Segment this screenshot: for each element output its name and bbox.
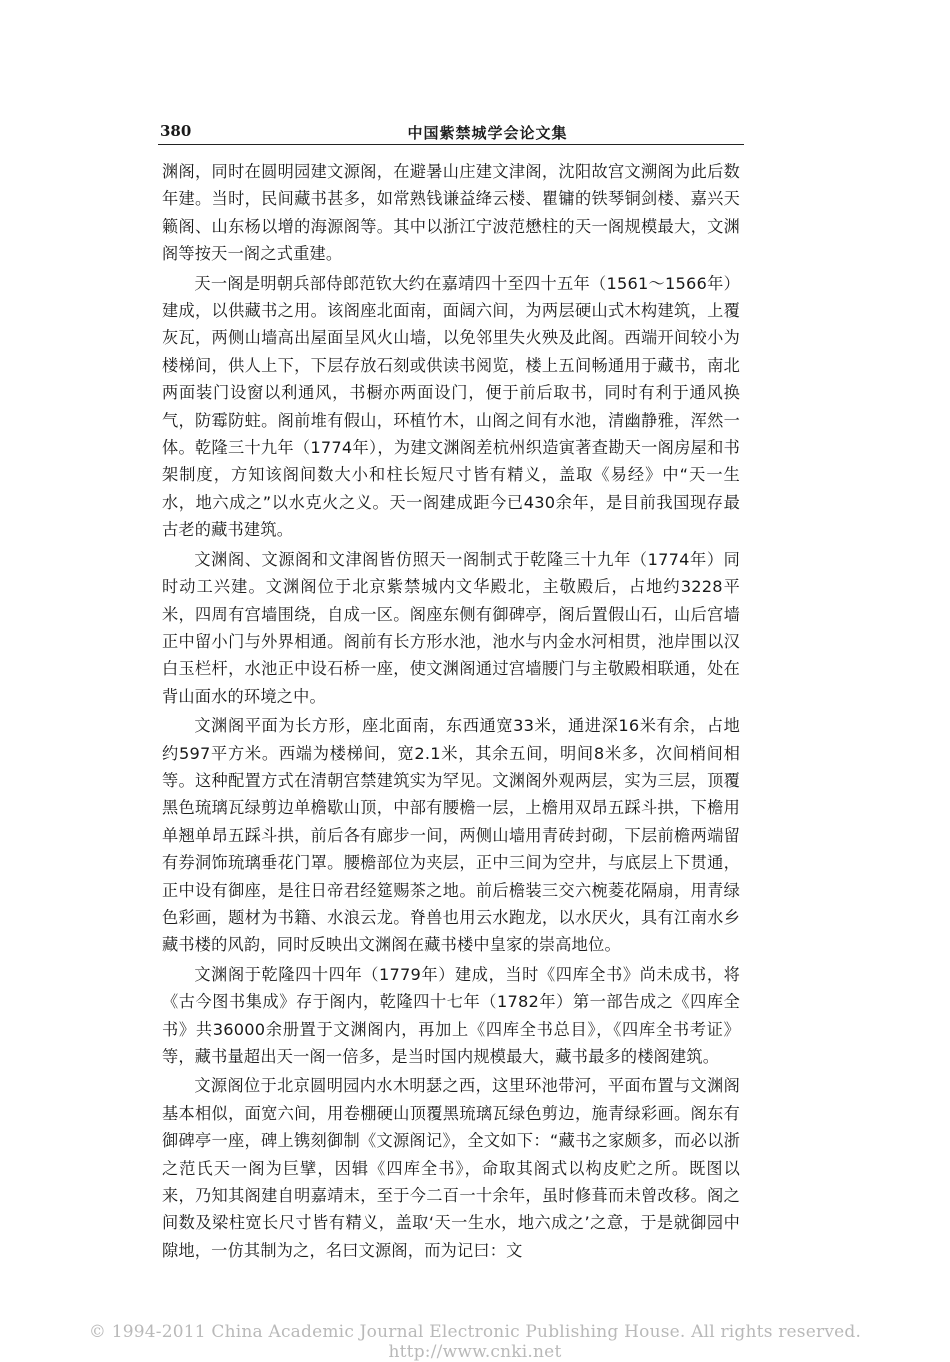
paragraph-3: 文渊阁、文源阁和文津阁皆仿照天一阁制式于乾隆三十九年（1774年）同时动工兴建。文渊阁位于北京紫禁城内文华殿北，主敬殿后，占地约3228平米，四周有宫墙围绕，自成一区。阁座东侧有御碑亭，阁后置假山石，山后宫墙正中留小门与外界相通。阁前有长方形水池，池水与内金水河相贯，池岸围以汉白玉栏杆，水池正中设石桥一座，使文渊阁通过宫墙腰门与主敬殿相联通，处在背山面水的环境之中。 xyxy=(162,549,740,706)
paragraph-6: 文源阁位于北京圆明园内水木明瑟之西，这里环池带河，平面布置与文渊阁基本相似，面宽六间，用卷棚硬山顶覆黑琉璃瓦绿色剪边，施青绿彩画。阁东有御碑亭一座，碑上镌刻御制《文源阁记》，全文如下：“藏书之家颇多，而必以浙之范氏天一阁为巨擘，因辑《四库全书》，命取其阁式以构皮贮之所。既图以来，乃知其阁建自明嘉靖末，至于今二百一十余年，虽时修葺而未曾改移。阁之间数及梁柱宽长尺寸皆有精义，盖取‘天一生水，地六成之’之意，于是就御园中隙地，一仿其制为之，名曰文源阁，而为记曰：文 xyxy=(162,1076,740,1260)
page-number: 380 xyxy=(160,122,192,140)
header-divider xyxy=(158,144,744,145)
paragraph-2: 天一阁是明朝兵部侍郎范钦大约在嘉靖四十至四十五年（1561～1566年）建成，以供藏书之用。该阁座北面南，面阔六间，为两层硬山式木构建筑，上覆灰瓦，两侧山墙高出屋面呈风火山墙，以免邻里失火殃及此阁。西端开间较小为楼梯间，供人上下，下层存放石刻或供读书阅览，楼上五间畅通用于藏书，南北两面装门设窗以利通风，书橱亦两面设门，便于前后取书，同时有利于通风换气，防霉防蛀。阁前堆有假山，环植竹木，山阁之间有水池，清幽静雅，浑然一体。乾隆三十九年（1774年），为建文渊阁差杭州织造寅著查勘天一阁房屋和书架制度，方知该阁间数大小和柱长短尺寸皆有精义，盖取《易经》中“天一生水，地六成之”以水克火之义。天一阁建成距今已430余年，是目前我国现存最古老的藏书建筑。 xyxy=(162,273,740,540)
journal-title: 中国紫禁城学会论文集 xyxy=(407,124,568,142)
copyright-footer: © 1994-2011 China Academic Journal Electronic Publishing House. All rights reserved. http://www.cnki.net xyxy=(88,1322,862,1362)
paragraph-5: 文渊阁于乾隆四十四年（1779年）建成，当时《四库全书》尚未成书，将《古今图书集成》存于阁内，乾隆四十七年（1782年）第一部告成之《四库全书》共36000余册置于文渊阁内，再加上《四库全书总目》，《四库全书考证》等，藏书量超出天一阁一倍多，是当时国内规模最大，藏书最多的楼阁建筑。 xyxy=(162,964,740,1066)
paragraph-1: 渊阁，同时在圆明园建文源阁，在避暑山庄建文津阁，沈阳故宫文溯阁为此后数年建。当时，民间藏书甚多，如常熟钱谦益绛云楼、瞿镛的铁琴铜剑楼、嘉兴天籁阁、山东杨以增的海源阁等。其中以浙江宁波范懋柱的天一阁规模最大，文渊阁等按天一阁之式重建。 xyxy=(162,162,740,264)
paragraph-4: 文渊阁平面为长方形，座北面南，东西通宽33米，通进深16米有余，占地约597平方米。西端为楼梯间，宽2.1米，其余五间，明间8米多，次间梢间相等。这种配置方式在清朝宫禁建筑实为罕见。文渊阁外观两层，实为三层，顶覆黑色琉璃瓦绿剪边单檐歇山顶，中部有腰檐一层，上檐用双昂五踩斗拱，下檐用单翘单昂五踩斗拱，前后各有廊步一间，两侧山墙用青砖封砌，下层前檐两端留有券洞饰琉璃垂花门罩。腰檐部位为夹层，正中三间为空井，与底层上下贯通，正中设有御座，是往日帝君经筵赐茶之地。前后檐装三交六椀菱花隔扇，用青绿色彩画，题材为书籍、水浪云龙。脊兽也用云水跑龙，以水厌火，具有江南水乡藏书楼的风韵，同时反映出文渊阁在藏书楼中皇家的崇高地位。 xyxy=(162,716,740,955)
article-body xyxy=(162,158,740,1264)
